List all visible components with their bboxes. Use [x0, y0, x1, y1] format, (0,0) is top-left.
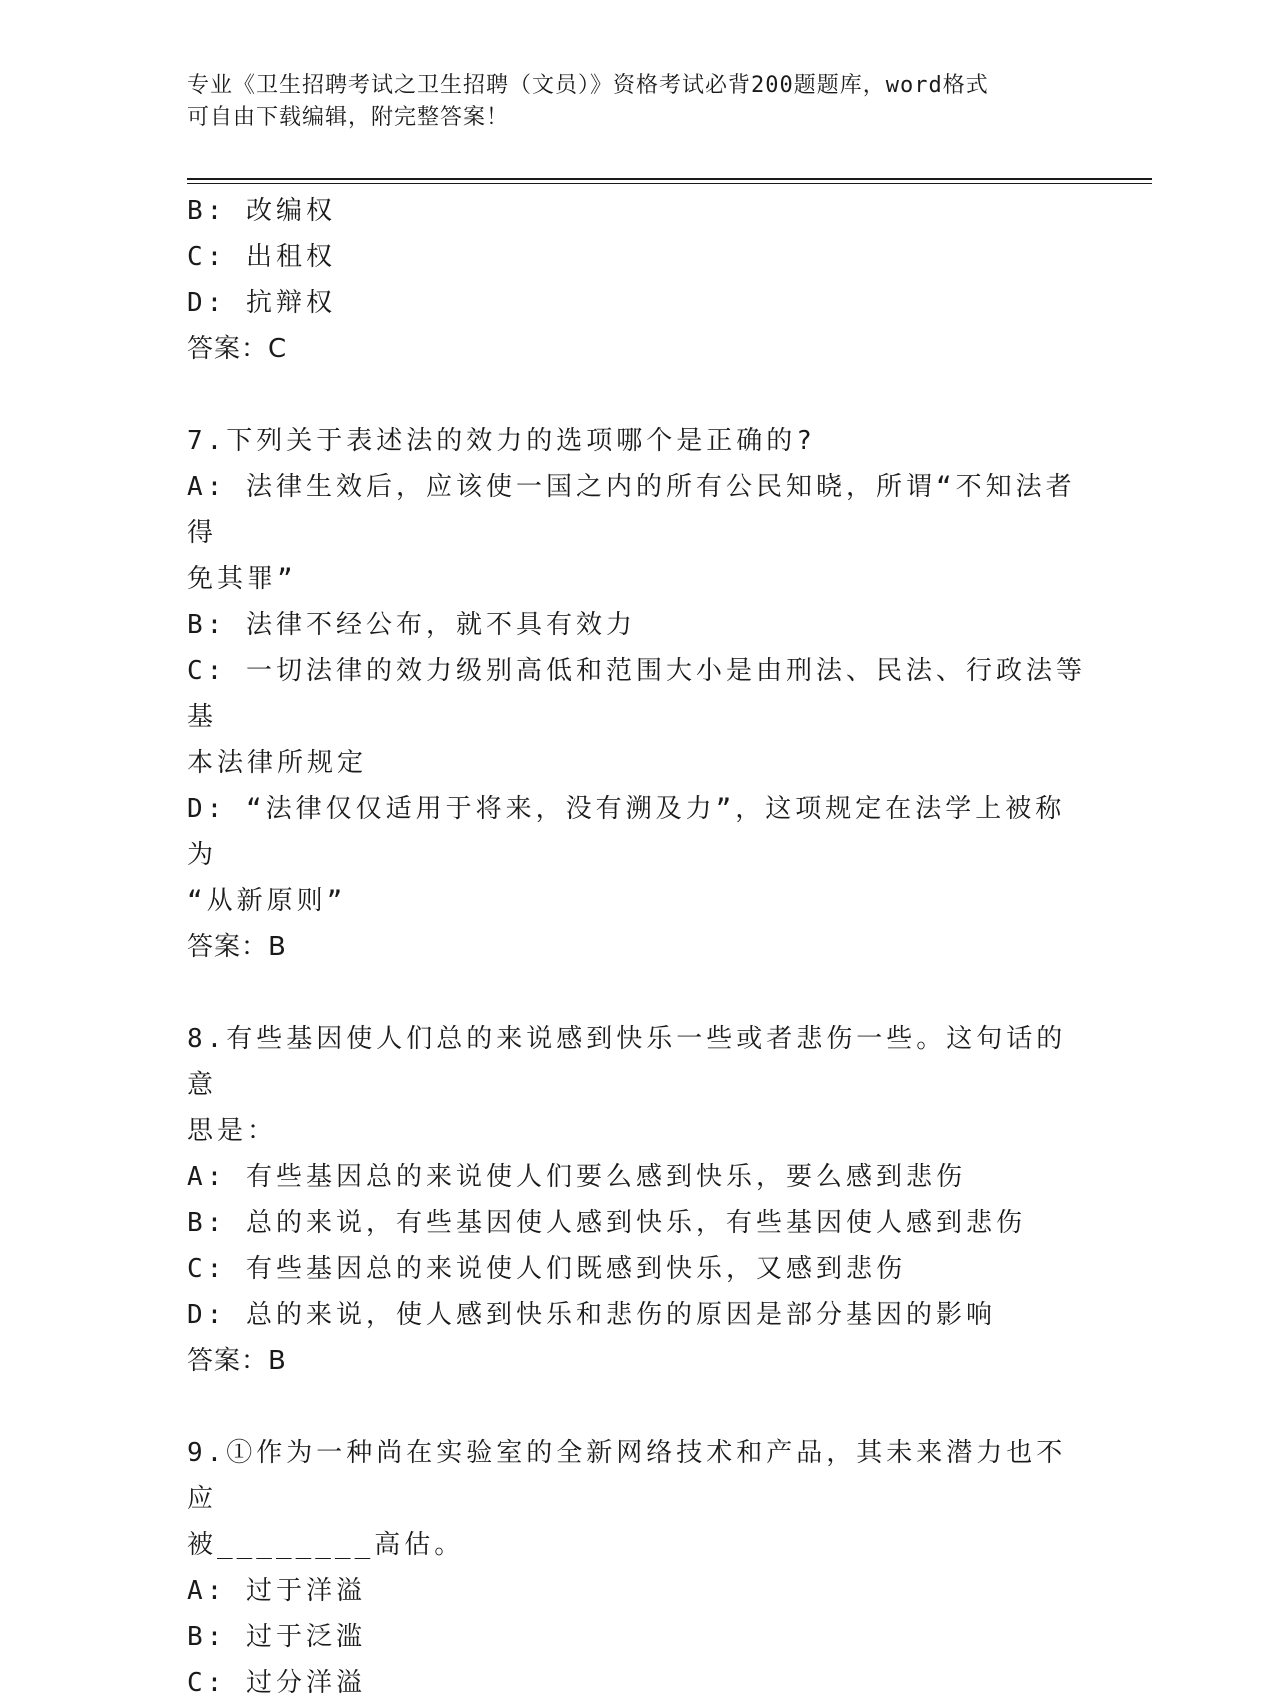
question-stem: 7.下列关于表述法的效力的选项哪个是正确的? — [187, 426, 816, 456]
option-d: D: 总的来说，使人感到快乐和悲伤的原因是部分基因的影响 — [187, 1300, 996, 1330]
option-c: C: 有些基因总的来说使人们既感到快乐，又感到悲伤 — [187, 1254, 906, 1284]
option-b: B: 改编权 — [187, 196, 336, 226]
document-header — [187, 70, 1087, 134]
question-9 — [187, 1430, 1087, 1706]
option-b: B: 法律不经公布，就不具有效力 — [187, 610, 636, 640]
question-stem: 8.有些基因使人们总的来说感到快乐一些或者悲伤一些。这句话的意 — [187, 1024, 1067, 1100]
spacer — [187, 970, 1087, 1016]
option-a: A: 过于洋溢 — [187, 1576, 366, 1606]
question-stem-continued: 思是： — [187, 1116, 278, 1146]
header-divider-thick — [187, 178, 1152, 180]
option-d-continued: “从新原则” — [187, 886, 347, 916]
option-a-continued: 免其罪” — [187, 564, 297, 594]
question-stem-continued: 被________高估。 — [187, 1530, 465, 1560]
option-a: A: 法律生效后，应该使一国之内的所有公民知晓，所谓“不知法者得 — [187, 472, 1076, 548]
question-6 — [187, 188, 1087, 372]
question-8 — [187, 1016, 1087, 1384]
spacer — [187, 1384, 1087, 1430]
answer: 答案：B — [187, 1346, 287, 1376]
option-b: B: 过于泛滥 — [187, 1622, 366, 1652]
question-7 — [187, 418, 1087, 970]
option-c: C: 出租权 — [187, 242, 336, 272]
spacer — [187, 372, 1087, 418]
question-stem: 9.①作为一种尚在实验室的全新网络技术和产品，其未来潜力也不应 — [187, 1438, 1067, 1514]
option-a: A: 有些基因总的来说使人们要么感到快乐，要么感到悲伤 — [187, 1162, 966, 1192]
question-list — [187, 188, 1087, 1706]
option-c-continued: 本法律所规定 — [187, 748, 368, 778]
answer: 答案：C — [187, 334, 288, 364]
option-c: C: 一切法律的效力级别高低和范围大小是由刑法、民法、行政法等基 — [187, 656, 1086, 732]
header-line-2: 可自由下载编辑，附完整答案！ — [187, 105, 510, 130]
option-c: C: 过分洋溢 — [187, 1668, 366, 1698]
answer: 答案：B — [187, 932, 287, 962]
header-line-1: 专业《卫生招聘考试之卫生招聘（文员）》资格考试必背200题题库，word格式 — [187, 73, 989, 98]
option-b: B: 总的来说，有些基因使人感到快乐，有些基因使人感到悲伤 — [187, 1208, 1026, 1238]
option-d: D: “法律仅仅适用于将来，没有溯及力”，这项规定在法学上被称为 — [187, 794, 1066, 870]
option-d: D: 抗辩权 — [187, 288, 336, 318]
header-divider-thin — [187, 183, 1152, 184]
